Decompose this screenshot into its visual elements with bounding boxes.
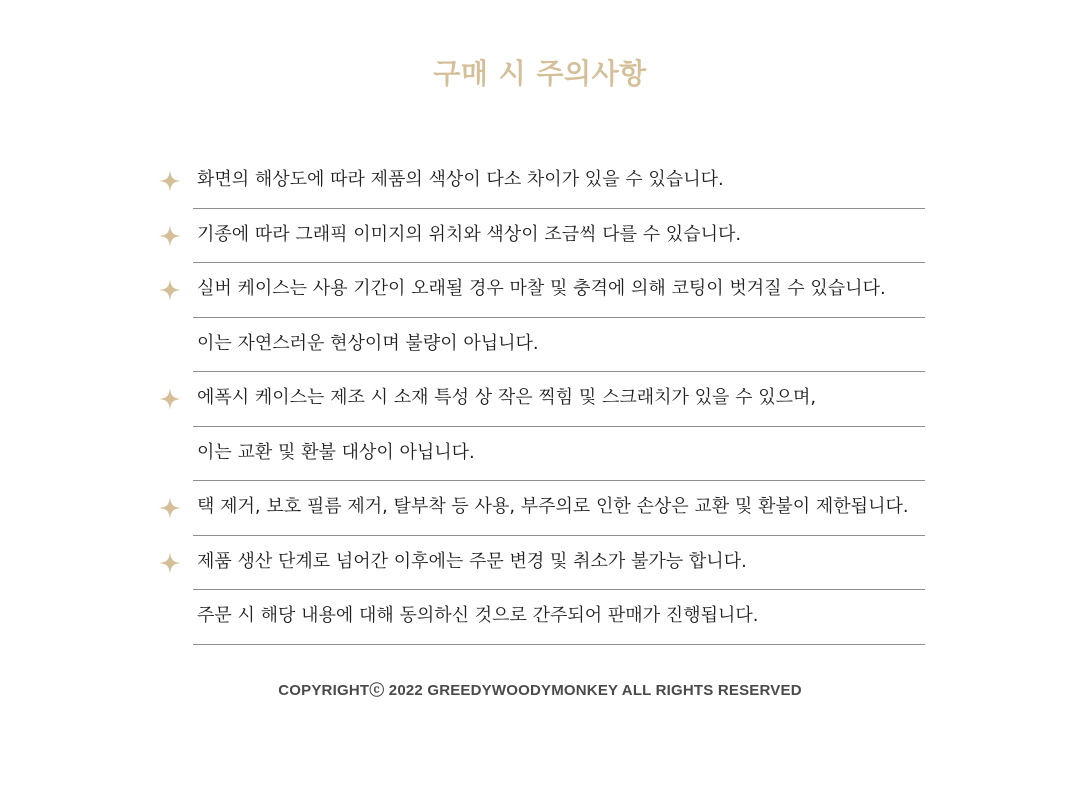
notice-item (158, 590, 925, 645)
four-point-star-icon (158, 496, 182, 520)
notice-item (158, 372, 925, 427)
notice-text: 화면의 해상도에 따라 제품의 색상이 다소 차이가 있을 수 있습니다. (197, 169, 724, 190)
four-point-star-icon (158, 169, 182, 193)
notice-item (158, 318, 925, 373)
four-point-star-icon (158, 387, 182, 411)
page-title: 구매 시 주의사항 (433, 57, 647, 90)
notice-item (158, 263, 925, 318)
four-point-star-icon (158, 551, 182, 575)
notice-item (158, 154, 925, 209)
notice-text: 실버 케이스는 사용 기간이 오래될 경우 마찰 및 충격에 의해 코팅이 벗겨질 수 있습니다. (197, 278, 886, 299)
row-divider (193, 644, 925, 645)
four-point-star-icon (158, 224, 182, 248)
notice-text: 택 제거, 보호 필름 제거, 탈부착 등 사용, 부주의로 인한 손상은 교환 및 환불이 제한됩니다. (197, 496, 909, 517)
notice-text: 이는 교환 및 환불 대상이 아닙니다. (197, 441, 475, 463)
notice-item (158, 536, 925, 591)
notice-text: 기종에 따라 그래픽 이미지의 위치와 색상이 조금씩 다를 수 있습니다. (197, 223, 742, 245)
notice-item (158, 427, 925, 482)
copyright-footer: COPYRIGHTⓒ 2022 GREEDYWOODYMONKEY ALL RIGHTS RESERVED (278, 682, 802, 699)
notice-item (158, 209, 925, 264)
notice-item (158, 481, 925, 536)
notice-text: 이는 자연스러운 현상이며 불량이 아닙니다. (197, 332, 539, 354)
notice-list (158, 154, 925, 645)
notice-text: 에폭시 케이스는 제조 시 소재 특성 상 작은 찍힘 및 스크래치가 있을 수 있으며, (197, 387, 817, 408)
notice-text: 주문 시 해당 내용에 대해 동의하신 것으로 간주되어 판매가 진행됩니다. (197, 605, 759, 626)
notice-text: 제품 생산 단계로 넘어간 이후에는 주문 변경 및 취소가 불가능 합니다. (197, 550, 747, 572)
four-point-star-icon (158, 278, 182, 302)
